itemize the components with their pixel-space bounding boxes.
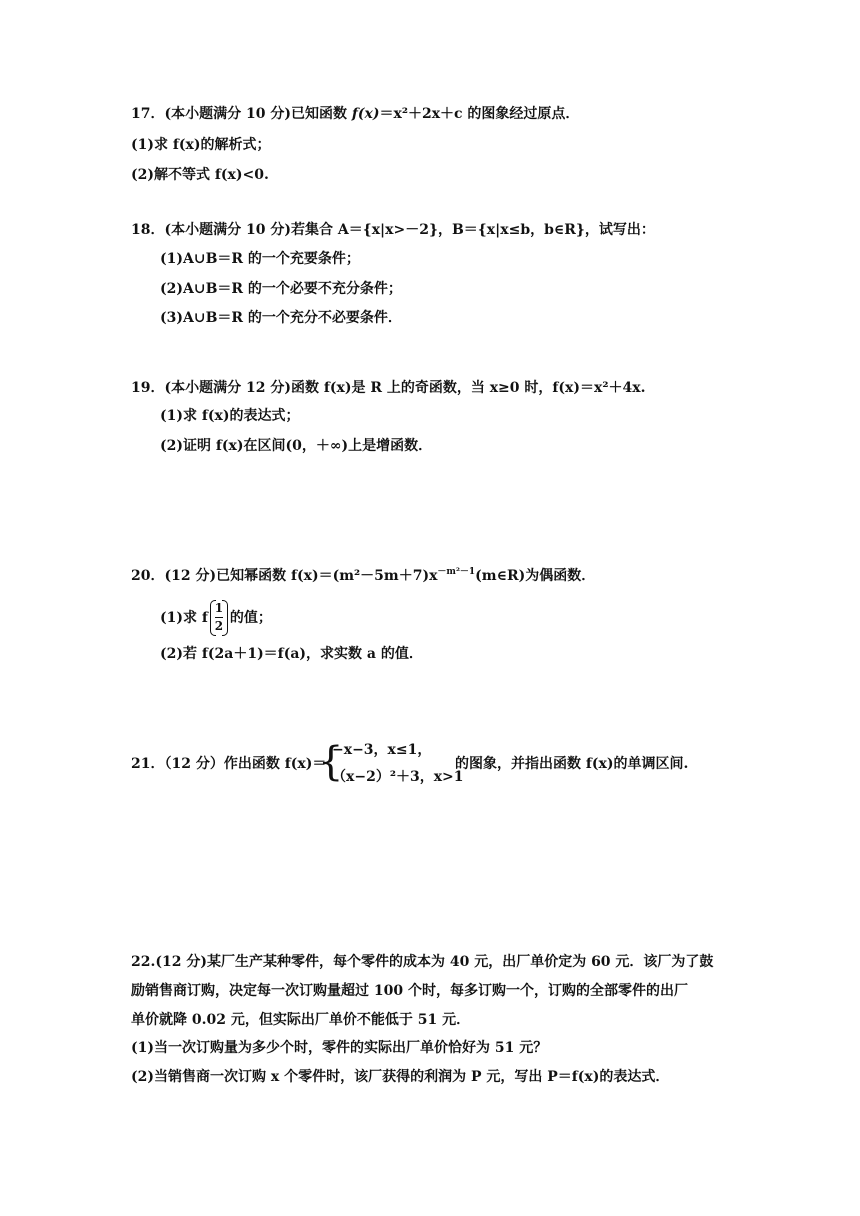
- q19-part1: (1)求 f(x)的表达式；: [160, 408, 300, 424]
- q17-head: 17．(本小题满分 10 分)已知函数: [131, 106, 352, 122]
- q18-part3: (3)A∪B＝R 的一个充分不必要条件．: [160, 310, 402, 326]
- q17-stem: [131, 105, 579, 123]
- q21-case2: （x−2）²＋3，x>1: [332, 769, 464, 785]
- q20-part1: [160, 598, 272, 638]
- q17-eq: ＝x²＋2x＋c: [379, 106, 463, 122]
- q19-stem: 19．(本小题满分 12 分)函数 f(x)是 R 上的奇函数，当 x≥0 时，f(x)＝x²＋4x.: [131, 380, 646, 396]
- q20-fraction: [210, 600, 228, 636]
- q20-frac-den: 2: [214, 619, 224, 633]
- q22-part1: (1)当一次订购量为多少个时，零件的实际出厂单价恰好为 51 元？: [131, 1040, 548, 1056]
- q20-tail: (m∈R)为偶函数．: [475, 568, 596, 584]
- q20-head: 20．(12 分)已知幂函数 f(x)＝(m²－5m＋7)x: [131, 568, 438, 584]
- q22-part2: (2)当销售商一次订购 x 个零件时，该厂获得的利润为 P 元，写出 P＝f(x)的表达式．: [131, 1069, 670, 1085]
- q17-tail: 的图象经过原点．: [462, 106, 580, 122]
- q22-line3: 单价就降 0.02 元，但实际出厂单价不能低于 51 元．: [131, 1012, 471, 1028]
- q17-part1: (1)求 f(x)的解析式；: [131, 137, 271, 153]
- q20-stem: [131, 567, 595, 585]
- q17-part2: (2)解不等式 f(x)<0.: [131, 167, 269, 183]
- q21-head: 21．（12 分）作出函数 f(x)＝: [131, 756, 327, 772]
- q20-part1-post: 的值；: [229, 610, 272, 626]
- q21-tail: 的图象，并指出函数 f(x)的单调区间.: [455, 756, 689, 772]
- q18-part1: (1)A∪B＝R 的一个充要条件；: [160, 251, 360, 267]
- q17-fx: f(x): [351, 106, 380, 122]
- q22-line1: 22.(12 分)某厂生产某种零件，每个零件的成本为 40 元，出厂单价定为 60 元．该厂为了鼓: [131, 954, 714, 970]
- q18-part2: (2)A∪B＝R 的一个必要不充分条件；: [160, 281, 402, 297]
- q20-part2: (2)若 f(2a＋1)＝f(a)，求实数 a 的值．: [160, 646, 423, 662]
- q20-exponent: －m²－1: [437, 567, 476, 577]
- q20-frac-num: 1: [214, 601, 224, 615]
- q18-stem: 18．(本小题满分 10 分)若集合 A＝{x|x>－2}，B＝{x|x≤b，b∈R}，试写出：: [131, 222, 655, 238]
- q22-line2: 励销售商订购，决定每一次订购量超过 100 个时，每多订购一个，订购的全部零件的出厂: [131, 983, 688, 999]
- q20-part1-pre: (1)求 f: [160, 610, 208, 626]
- q19-part2: (2)证明 f(x)在区间(0，＋∞)上是增函数．: [160, 438, 433, 454]
- q21-case1: −x−3，x≤1，: [332, 742, 432, 758]
- q21-brace: {: [318, 739, 344, 785]
